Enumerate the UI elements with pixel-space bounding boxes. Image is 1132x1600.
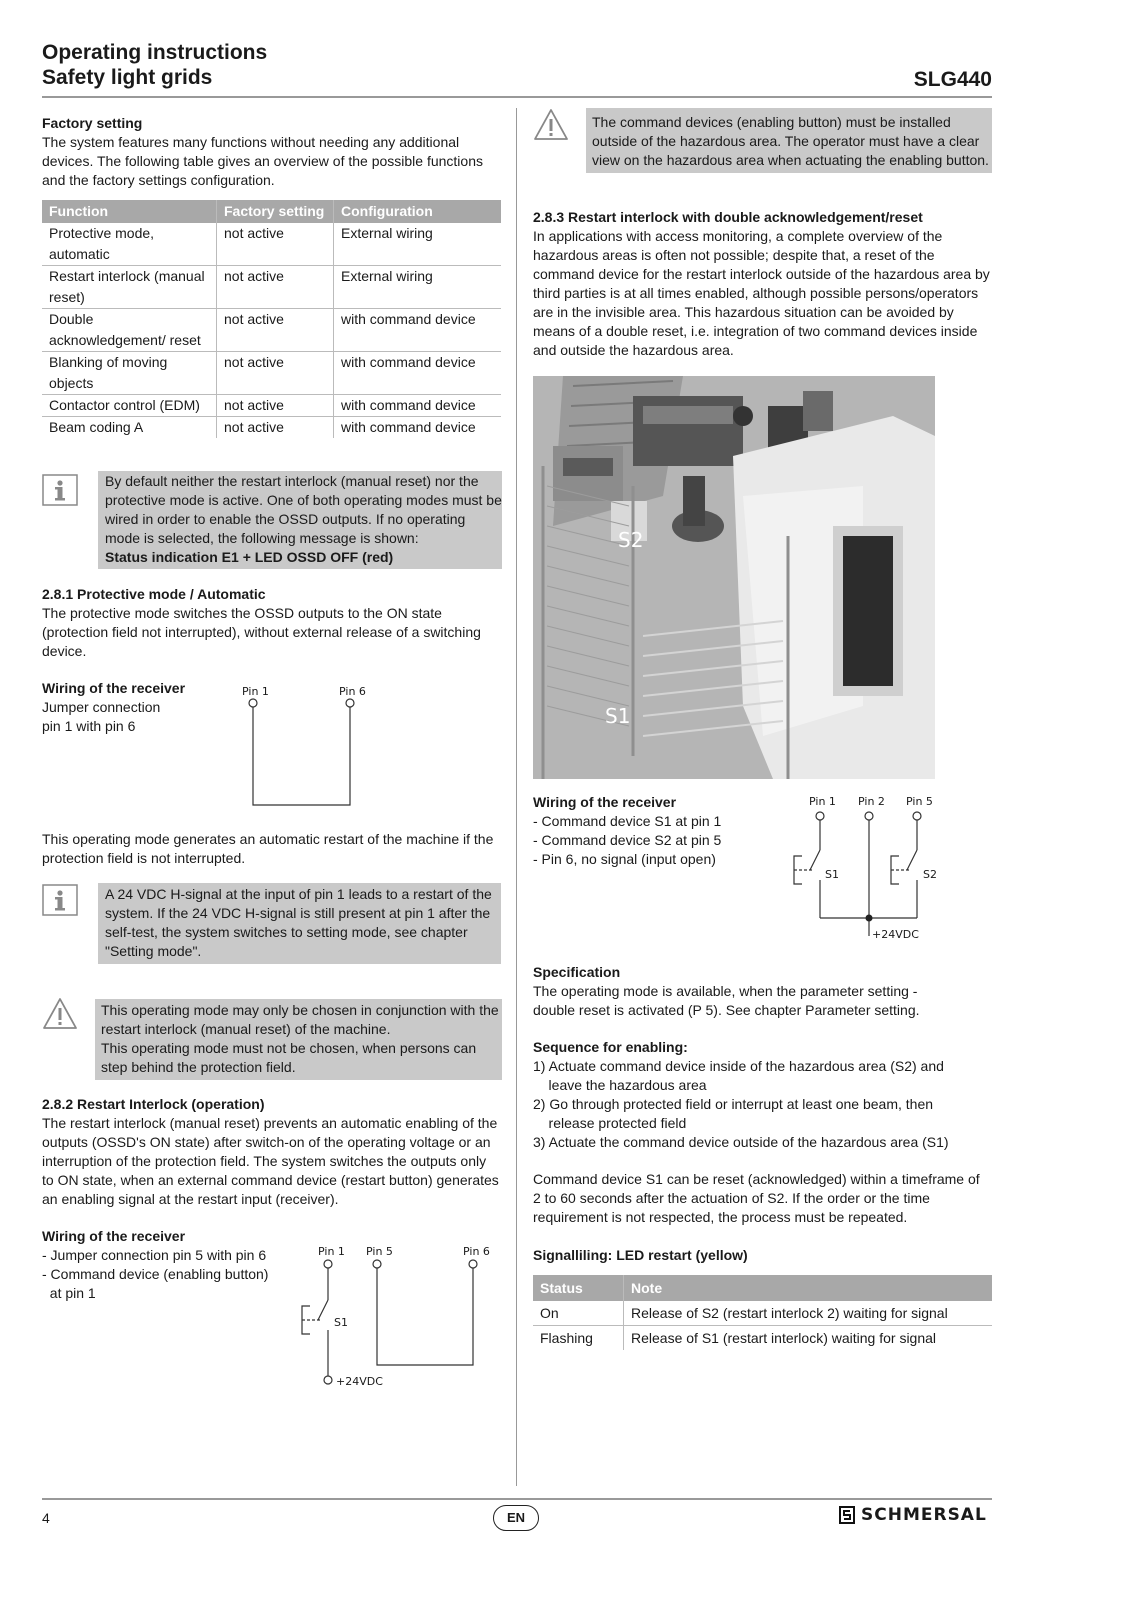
photo-label-s1: S1	[605, 704, 631, 728]
table-cell: with command device	[334, 395, 502, 417]
switch-label: S2	[923, 868, 937, 881]
wiring-title: Wiring of the receiver	[42, 1228, 186, 1244]
pin-label: Pin 2	[858, 795, 885, 808]
pin-label: Pin 1	[242, 685, 269, 698]
sequence-step: 2) Go through protected field or interrupt at least one beam, then	[533, 1096, 934, 1112]
table-cell: Double acknowledgement/ reset	[42, 309, 217, 352]
table-cell: Contactor control (EDM)	[42, 395, 217, 417]
led-col-header: Status	[533, 1275, 624, 1301]
table-cell: Restart interlock (manual reset)	[42, 266, 217, 309]
section-2-8-1-after: This operating mode generates an automatic restart of the machine if the protection field is not interrupted.	[42, 831, 494, 866]
sequence-step: leave the hazardous area	[533, 1077, 707, 1093]
pin-label: Pin 1	[318, 1245, 345, 1258]
pin-label: Pin 5	[366, 1245, 393, 1258]
section-2-8-3-text: In applications with access monitoring, a complete overview of the hazardous areas is often not possible; despite that, a reset of the command device for the restart interlock outside of the hazardous area by third parties is at all times enabled, although possible persons/operators are in the invisible area. This hazardous situation can be avoided by means of a double reset, i.e. integration of two command devices inside and outside the hazardous area.	[533, 228, 990, 358]
section-2-8-1-text: The protective mode switches the OSSD outputs to the ON state (protection field not interrupted), without external release of a switching device.	[42, 605, 481, 659]
photo-label-s2: S2	[618, 528, 644, 552]
factory-col-header: Configuration	[334, 200, 502, 223]
table-cell: Protective mode, automatic	[42, 223, 217, 266]
factory-heading: Factory setting	[42, 115, 143, 131]
access-monitoring-illustration	[533, 376, 935, 779]
header-rule	[42, 96, 992, 98]
warning-box-mode	[95, 999, 502, 1080]
table-cell: External wiring	[334, 266, 502, 309]
table-cell: not active	[217, 309, 334, 352]
wiring-item: - Command device S1 at pin 1	[533, 813, 722, 829]
table-cell: Release of S2 (restart interlock 2) waiting for signal	[624, 1301, 993, 1326]
led-col-header: Note	[624, 1275, 993, 1301]
spec-text: The operating mode is available, when the parameter setting - double reset is activated (P 5). See chapter Parameter setting.	[533, 983, 920, 1018]
pin-label: Pin 1	[809, 795, 836, 808]
factory-intro: The system features many functions without needing any additional devices. The following table gives an overview of the possible functions and the factory settings configuration.	[42, 134, 483, 188]
table-row	[42, 266, 501, 309]
table-cell: External wiring	[334, 223, 502, 266]
table-cell: with command device	[334, 309, 502, 352]
warning-icon	[42, 997, 78, 1031]
wiring-item: - Jumper connection pin 5 with pin 6	[42, 1247, 267, 1263]
restart-wiring-diagram	[296, 1258, 486, 1398]
table-row	[42, 417, 501, 439]
language-badge: EN	[493, 1505, 539, 1531]
table-cell: not active	[217, 352, 334, 395]
wiring-item: at pin 1	[42, 1285, 96, 1301]
info-bold: Status indication E1 + LED OSSD OFF (red)	[105, 549, 394, 565]
table-cell: Flashing	[533, 1326, 624, 1351]
info-box-default	[98, 471, 502, 569]
jumper-wiring-diagram	[240, 698, 370, 810]
warning-icon	[533, 108, 569, 142]
reset-text: Command device S1 can be reset (acknowledged) within a timeframe of 2 to 60 seconds after the actuation of S2. If the order or the time requirement is not respected, the process must be repeated.	[533, 1171, 980, 1225]
table-cell: with command device	[341, 419, 476, 435]
wiring-text: Jumper connection	[42, 699, 161, 715]
warning-text: This operating mode may only be chosen in conjunction with the restart interlock (manual reset) of the machine.	[101, 1002, 499, 1037]
sequence-step: 1) Actuate command device inside of the hazardous area (S2) and	[533, 1058, 944, 1074]
doc-title-line1: Operating instructions	[42, 41, 268, 64]
led-heading: Signalliling: LED restart (yellow)	[533, 1247, 748, 1263]
table-cell: On	[533, 1301, 624, 1326]
table-cell: not active	[217, 395, 334, 417]
led-table	[533, 1275, 992, 1350]
sequence-heading: Sequence for enabling:	[533, 1039, 688, 1055]
wiring-title: Wiring of the receiver	[42, 680, 186, 696]
table-row	[42, 223, 501, 266]
pin-label: Pin 6	[339, 685, 366, 698]
page-number: 4	[42, 1510, 50, 1526]
factory-col-header: Factory setting	[217, 200, 334, 223]
section-2-8-2-text: The restart interlock (manual reset) prevents an automatic enabling of the outputs (OSSD's ON state) after switch-on of the operating voltage or an interruption of the protection field. The system switches the outputs only to ON state, when an external command device (restart button) generates an enabling signal at the restart input (receiver).	[42, 1115, 499, 1207]
info-box-restart: A 24 VDC H-signal at the input of pin 1 leads to a restart of the system. If the 24 VDC H-signal is still present at pin 1 after the self-test, the system switches to setting mode, see chapter "Setting mode".	[98, 883, 501, 964]
supply-label: +24VDC	[336, 1375, 383, 1388]
wiring-item: - Command device S2 at pin 5	[533, 832, 722, 848]
table-cell: Beam coding A	[42, 417, 217, 439]
schmersal-logo-icon	[839, 1506, 855, 1524]
table-cell: not active	[217, 223, 334, 266]
table-cell: Release of S1 (restart interlock) waiting for signal	[631, 1330, 937, 1346]
doc-title-line2: Safety light grids	[42, 66, 213, 89]
factory-col-header: Function	[42, 200, 217, 223]
info-icon	[42, 884, 78, 916]
wiring-text: pin 1 with pin 6	[42, 718, 136, 734]
table-cell: with command device	[334, 352, 502, 395]
info-icon	[42, 474, 78, 506]
sequence-step: release protected field	[533, 1115, 687, 1131]
spec-heading: Specification	[533, 964, 621, 980]
wiring-item: - Command device (enabling button)	[42, 1266, 269, 1282]
table-row	[42, 395, 501, 417]
sequence-step: 3) Actuate the command device outside of the hazardous area (S1)	[533, 1134, 949, 1150]
pin-label: Pin 6	[463, 1245, 490, 1258]
table-row	[533, 1326, 992, 1351]
table-row	[42, 309, 501, 352]
footer-rule	[42, 1498, 992, 1500]
table-row	[533, 1301, 992, 1326]
factory-table	[42, 200, 501, 438]
brand-name: SCHMERSAL	[861, 1505, 987, 1525]
section-2-8-3-heading: 2.8.3 Restart interlock with double acknowledgement/reset	[533, 209, 923, 225]
info-text: By default neither the restart interlock (manual reset) nor the protective mode is active. One of both operating modes must be wired in order to enable the OSSD outputs. If no operating mode is selected, the following message is shown:	[105, 473, 502, 546]
table-cell: Blanking of moving objects	[42, 352, 217, 395]
switch-label: S1	[334, 1316, 348, 1329]
wiring-item: - Pin 6, no signal (input open)	[533, 851, 716, 867]
table-row	[42, 352, 501, 395]
warning-box-command: The command devices (enabling button) must be installed outside of the hazardous area. The operator must have a clear view on the hazardous area when actuating the enabling button.	[586, 108, 992, 173]
wiring-title: Wiring of the receiver	[533, 794, 677, 810]
warning-text: This operating mode must not be chosen, when persons can step behind the protection field.	[101, 1040, 477, 1075]
double-reset-wiring-diagram	[786, 808, 946, 938]
section-2-8-2-heading: 2.8.2 Restart Interlock (operation)	[42, 1096, 265, 1112]
model-name: SLG440	[913, 68, 992, 91]
column-divider	[516, 108, 517, 1486]
switch-label: S1	[825, 868, 839, 881]
table-cell: not active	[217, 417, 334, 439]
supply-label: +24VDC	[872, 928, 919, 941]
pin-label: Pin 5	[906, 795, 933, 808]
section-2-8-1-heading: 2.8.1 Protective mode / Automatic	[42, 586, 266, 602]
table-cell: not active	[217, 266, 334, 309]
